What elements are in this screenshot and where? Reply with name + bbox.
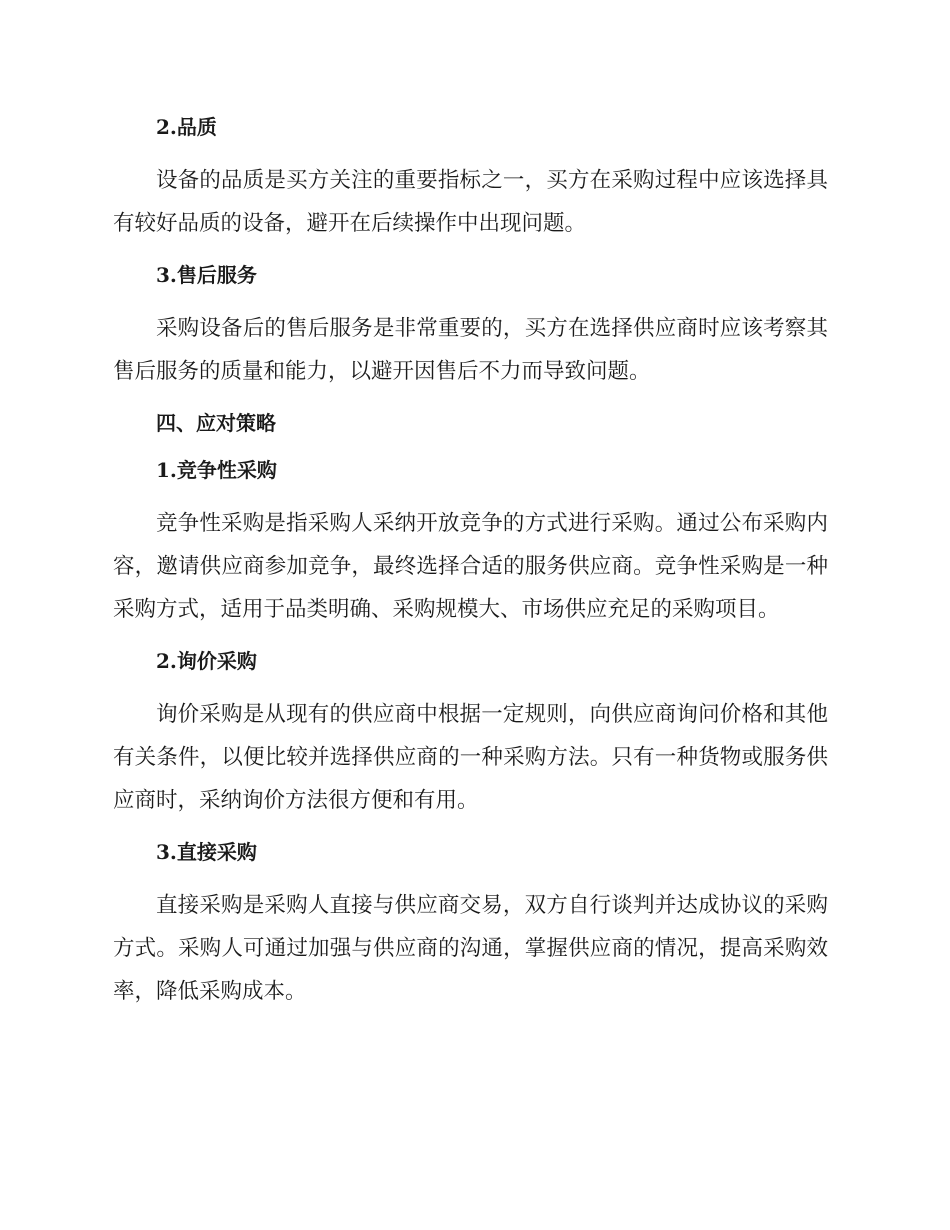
- chapter-heading-strategy: 四、应对策略: [156, 411, 276, 435]
- paragraph-competitive: 竞争性采购是指采购人采纳开放竞争的方式进行采购。通过公布采购内容，邀请供应商参加竞争，最终选择合适的服务供应商。竞争性采购是一种采购方式，适用于品类明确、采购规模大、市场供应充足的采购项目。: [113, 511, 828, 622]
- section-heading-quality: 2.品质: [156, 115, 217, 139]
- paragraph-quality: 设备的品质是买方关注的重要指标之一，买方在采购过程中应该选择具有较好品质的设备，避开在后续操作中出现问题。: [113, 168, 828, 236]
- section-heading-direct: 3.直接采购: [156, 840, 257, 864]
- paragraph-inquiry: 询价采购是从现有的供应商中根据一定规则，向供应商询问价格和其他有关条件，以便比较并选择供应商的一种采购方法。只有一种货物或服务供应商时，采纳询价方法很方便和有用。: [113, 702, 828, 813]
- section-heading-inquiry: 2.询价采购: [156, 649, 257, 673]
- paragraph-after-sales: 采购设备后的售后服务是非常重要的，买方在选择供应商时应该考察其售后服务的质量和能力，以避开因售后不力而导致问题。: [113, 316, 828, 384]
- paragraph-direct: 直接采购是采购人直接与供应商交易，双方自行谈判并达成协议的采购方式。采购人可通过加强与供应商的沟通，掌握供应商的情况，提高采购效率，降低采购成本。: [113, 893, 828, 1004]
- section-heading-after-sales: 3.售后服务: [156, 263, 257, 287]
- section-heading-competitive: 1.竞争性采购: [156, 458, 277, 482]
- document-page: [113, 112, 828, 1028]
